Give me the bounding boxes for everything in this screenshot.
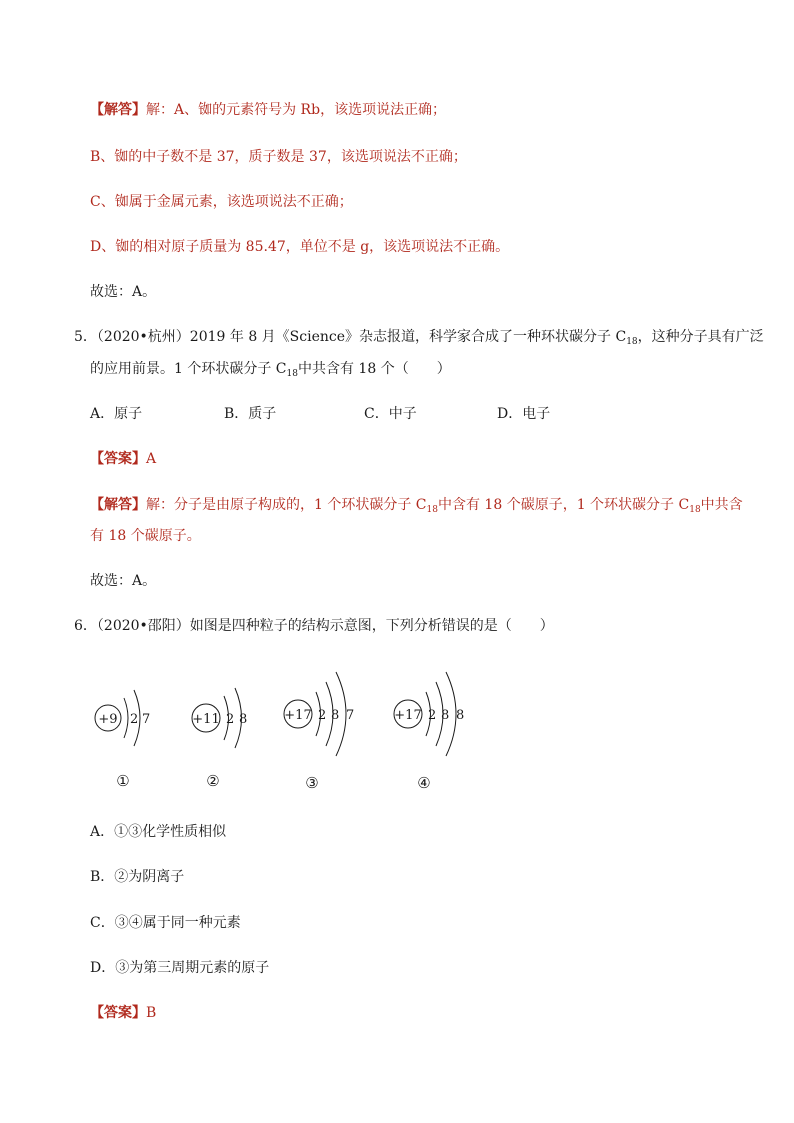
- particle-4-shell-1: 2: [428, 708, 437, 723]
- q5-option-b: B．质子: [224, 406, 277, 422]
- particle-4-shell-3: 8: [456, 708, 465, 723]
- particle-3-label: ③: [305, 774, 319, 792]
- particle-3-nucleus: +17: [284, 708, 312, 723]
- q5-solution-line1: 【解答】解：分子是由原子构成的，1 个环状碳分子 $C_{18}$中含有 18 个碳原子，1 个环状碳分子 $C_{18}$中共含: [90, 497, 743, 515]
- q5-stem-line1: 5．（2020•杭州）2019 年 8 月《Science》杂志报道，科学家合成了一种环状碳分子 $C_{18}$，这种分子具有广泛: [74, 329, 764, 347]
- q6-option-a: A．①③化学性质相似: [90, 824, 227, 840]
- q6-answer: 【答案】B: [90, 1005, 157, 1021]
- particle-3-shell-1: 2: [318, 708, 327, 723]
- solution-line-c: C、铷属于金属元素，该选项说法不正确；: [90, 194, 353, 210]
- solution-line-b: B、铷的中子数不是 37，质子数是 37，该选项说法不正确；: [90, 149, 467, 165]
- particle-1-nucleus: +9: [98, 712, 118, 727]
- q5-stem-line2: 的应用前景。1 个环状碳分子 $C_{18}$中共含有 18 个（ ）: [90, 361, 451, 379]
- particle-4-nucleus: +17: [394, 708, 422, 723]
- q5-solution-line2: 有 18 个碳原子。: [90, 528, 201, 544]
- particle-1-shell-1: 2: [130, 712, 139, 727]
- q6-option-b: B．②为阴离子: [90, 869, 185, 885]
- q5-choice: 故选：A。: [90, 573, 157, 589]
- particle-diagrams: [88, 662, 488, 802]
- q6-option-d: D．③为第三周期元素的原子: [90, 960, 270, 976]
- particle-3: [284, 672, 354, 756]
- q6-stem: 6．（2020•邵阳）如图是四种粒子的结构示意图，下列分析错误的是（ ）: [74, 618, 554, 634]
- particle-4-shell-2: 8: [441, 708, 450, 723]
- solution-choice: 故选：A。: [90, 284, 157, 300]
- q5-option-d: D．电子: [497, 406, 551, 422]
- particle-2-label: ②: [206, 772, 220, 790]
- particle-3-shell-3: 7: [346, 708, 355, 723]
- q6-option-c: C．③④属于同一种元素: [90, 915, 241, 931]
- q5-answer: 【答案】A: [90, 451, 157, 467]
- particle-4: [394, 672, 464, 756]
- particle-4-label: ④: [417, 774, 431, 792]
- particle-2-nucleus: +11: [192, 712, 220, 727]
- particle-2-shell-1: 2: [226, 712, 235, 727]
- q5-option-c: C．中子: [364, 406, 417, 422]
- solution-line-d: D、铷的相对原子质量为 85.47，单位不是 g，该选项说法不正确。: [90, 239, 510, 255]
- particle-2: [192, 688, 247, 748]
- particle-1: [95, 690, 150, 746]
- particle-2-shell-2: 8: [239, 712, 248, 727]
- q5-option-a: A．原子: [90, 406, 143, 422]
- particle-3-shell-2: 8: [331, 708, 340, 723]
- solution-bracket: 【解答】: [90, 102, 146, 118]
- solution-line-a: 【解答】解：A、铷的元素符号为 Rb，该选项说法正确；: [90, 102, 447, 118]
- particle-1-shell-2: 7: [142, 712, 151, 727]
- particle-1-label: ①: [116, 772, 130, 790]
